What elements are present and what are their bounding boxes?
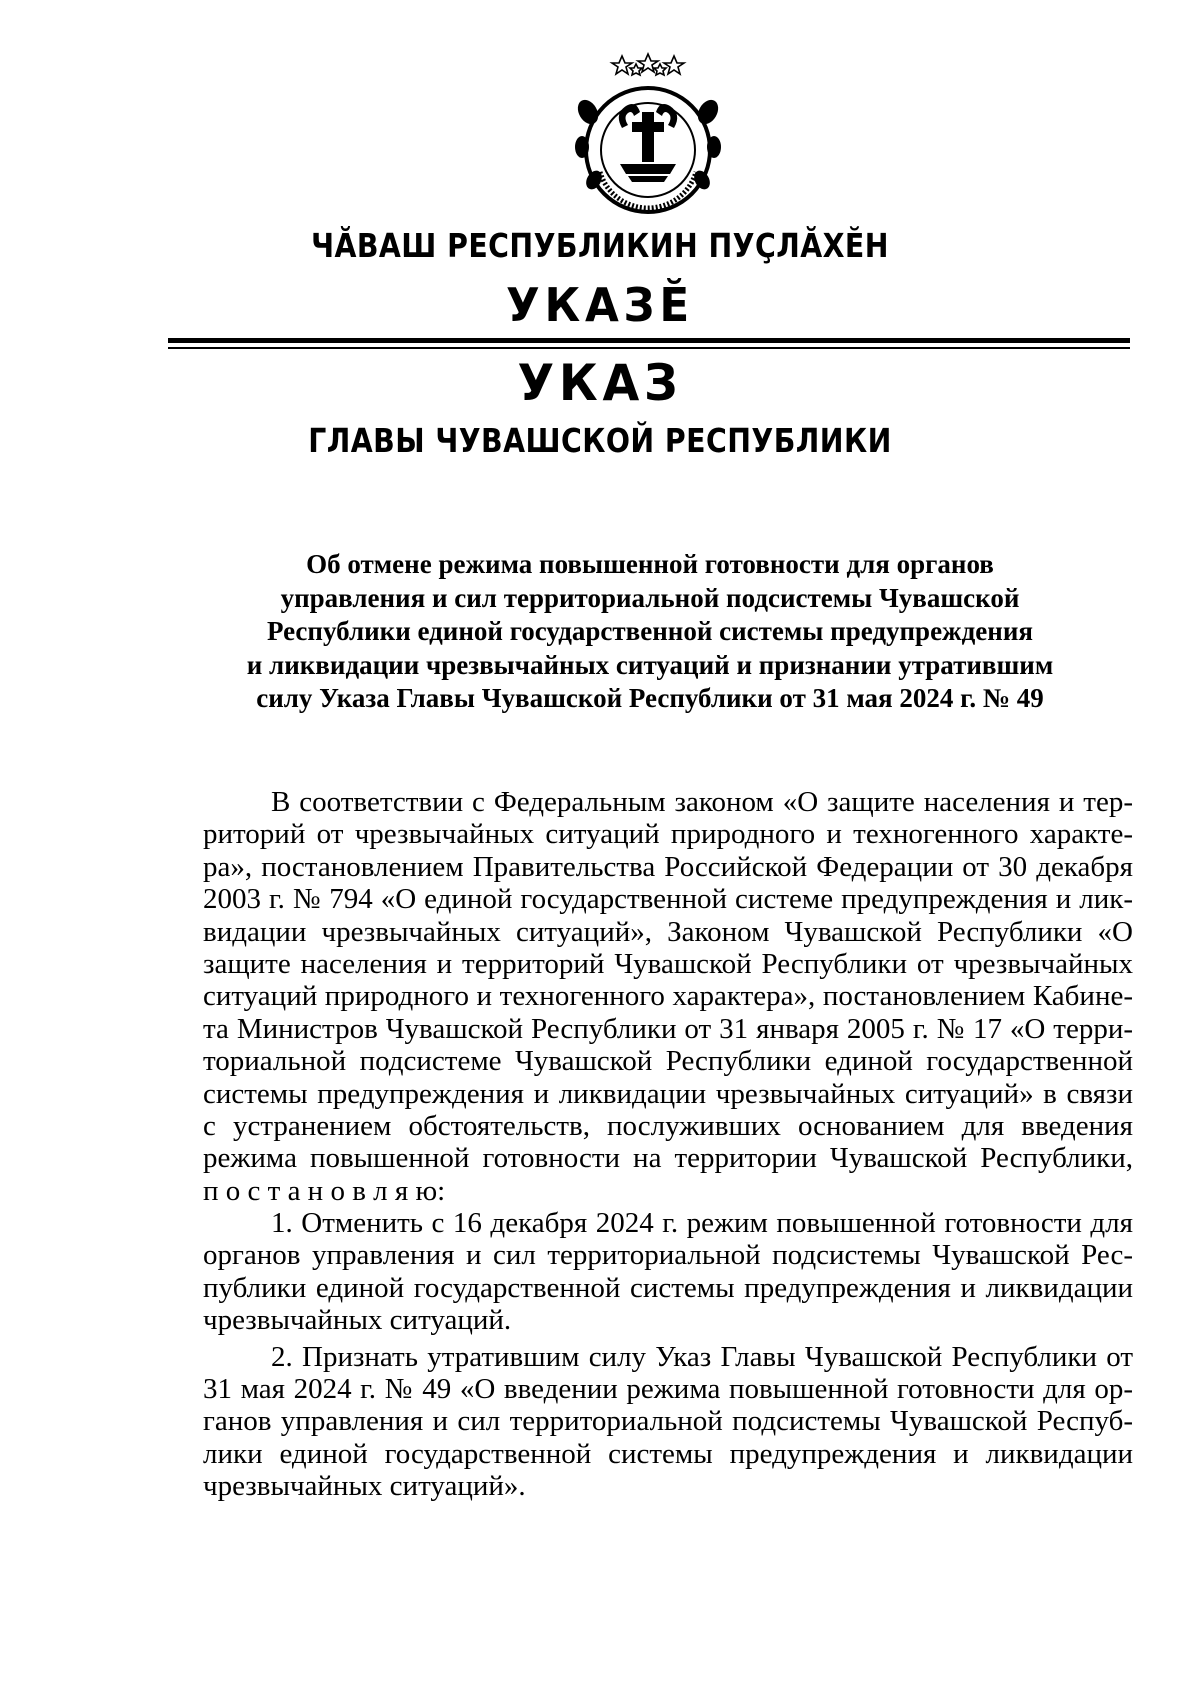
coat-of-arms-icon	[570, 52, 726, 222]
preamble-line: видации чрезвычайных ситуаций», Законом Чувашской Республики «О	[203, 915, 1133, 948]
title-line: управления и сил территориальной подсистемы Чувашской	[280, 582, 1020, 613]
item1-line: публики единой государственной системы предупреждения и ликвидации	[203, 1271, 1133, 1304]
document-title	[180, 548, 1120, 716]
header-chuvash-title: ЧĂВАШ РЕСПУБЛИКИН ПУÇЛĂХĔН	[311, 226, 889, 265]
preamble-line: защите населения и территорий Чувашской Республики от чрезвычайных	[203, 947, 1133, 980]
preamble-line: режима повышенной готовности на территории Чувашской Республики,	[203, 1142, 1133, 1175]
preamble-line: 2003 г. № 794 «О единой государственной системе предупреждения и лик-	[203, 883, 1133, 916]
preamble-line: риторий от чрезвычайных ситуаций природного и техногенного характе-	[203, 818, 1133, 851]
title-line: Об отмене режима повышенной готовности для органов	[306, 549, 994, 579]
preamble-line: ситуаций природного и техногенного характера», постановлением Кабине-	[203, 980, 1133, 1013]
title-line: силу Указа Главы Чувашской Республики от 31 мая 2024 г. № 49	[256, 683, 1044, 713]
item1-line: чрезвычайных ситуаций.	[203, 1304, 512, 1337]
item2-line: 31 мая 2024 г. № 49 «О введении режима повышенной готовности для ор-	[203, 1373, 1133, 1406]
document-body	[203, 786, 1133, 1503]
header-russian-subtitle: ГЛАВЫ ЧУВАШСКОЙ РЕСПУБЛИКИ	[308, 421, 892, 460]
title-line: Республики единой государственной системы предупреждения	[266, 616, 1033, 646]
preamble-line: ториальной подсистеме Чувашской Республики единой государственной	[203, 1045, 1133, 1078]
preamble-line: та Министров Чувашской Республики от 31 января 2005 г. № 17 «О терри-	[203, 1012, 1133, 1045]
divider-thick	[168, 338, 1130, 343]
decree-word: п о с т а н о в л я ю:	[203, 1174, 446, 1207]
item2-line: лики единой государственной системы предупреждения и ликвидации	[203, 1437, 1133, 1470]
item2-line: ганов управления и сил территориальной подсистемы Чувашской Респуб-	[203, 1405, 1133, 1438]
item1-line: 1. Отменить с 16 декабря 2024 г. режим повышенной готовности для	[271, 1207, 1133, 1240]
header-chuvash-ukaz: УКАЗĔ	[506, 278, 694, 332]
preamble-line: с устранением обстоятельств, послуживших основанием для введения	[203, 1109, 1133, 1142]
preamble-line: ра», постановлением Правительства Российской Федерации от 30 декабря	[203, 850, 1133, 883]
title-line: и ликвидации чрезвычайных ситуаций и признании утратившим	[246, 649, 1054, 680]
preamble-line: В соответствии с Федеральным законом «О защите населения и тер-	[271, 786, 1133, 818]
item2-line: 2. Признать утратившим силу Указ Главы Чувашской Республики от	[271, 1340, 1133, 1373]
item2-line: чрезвычайных ситуаций».	[203, 1470, 526, 1503]
divider-thin	[168, 347, 1130, 349]
item1-line: органов управления и сил территориальной подсистемы Чувашской Рес-	[203, 1239, 1133, 1272]
preamble-line: системы предупреждения и ликвидации чрезвычайных ситуаций» в связи	[203, 1077, 1133, 1110]
header-russian-ukaz: УКАЗ	[517, 354, 683, 412]
